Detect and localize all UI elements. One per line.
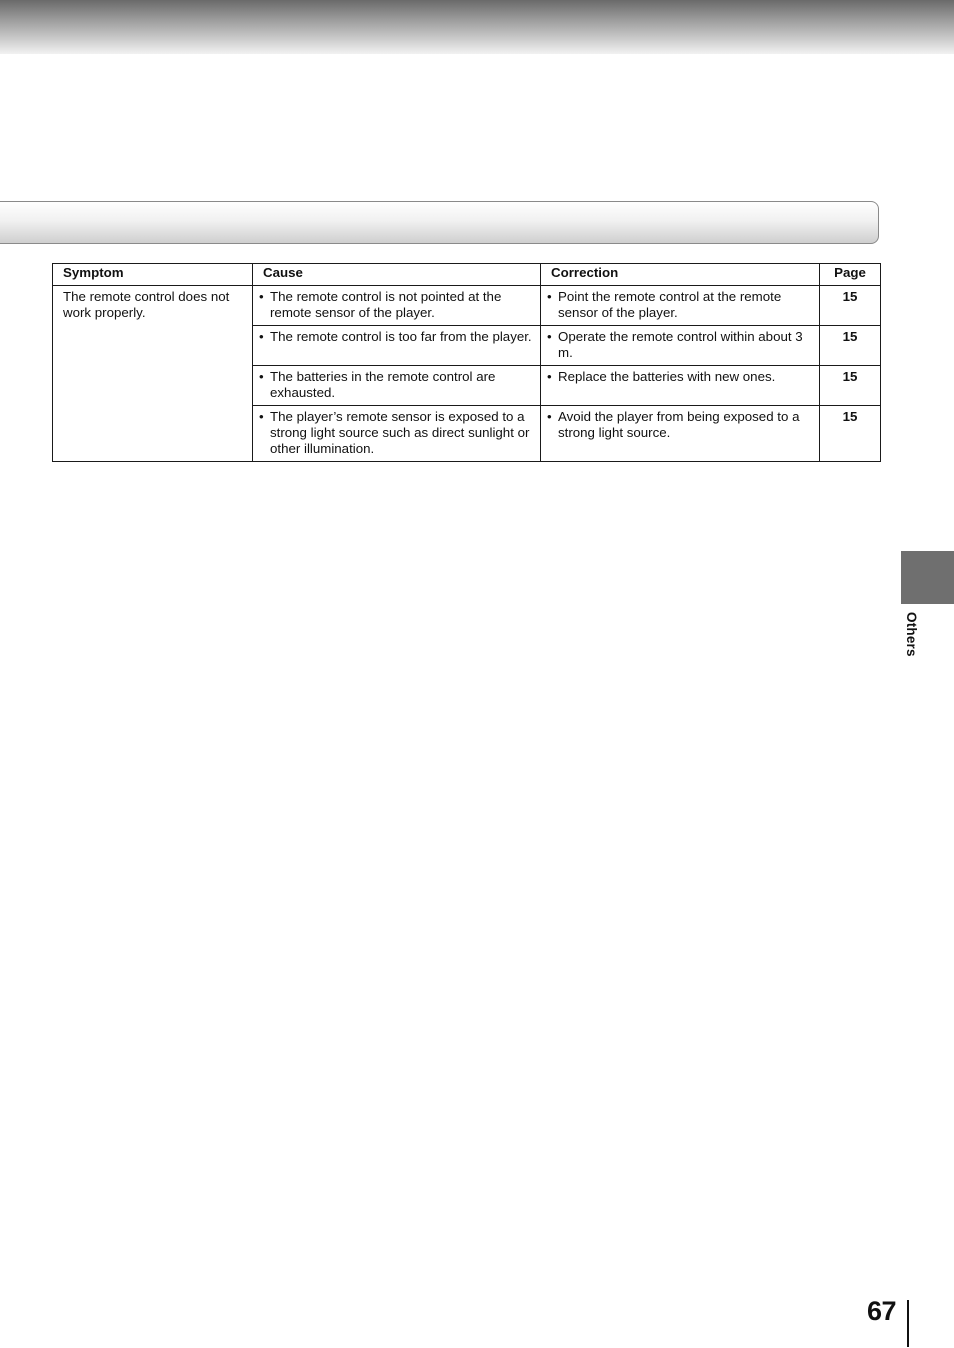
page-ref: 15 <box>820 406 881 462</box>
table-row <box>53 286 881 326</box>
header-page: Page <box>820 264 881 286</box>
correction-cell <box>541 326 820 366</box>
cause-cell <box>253 326 541 366</box>
symptom-cell: The remote control does not work properly. <box>53 286 253 462</box>
page-ref: 15 <box>820 366 881 406</box>
correction-text: Replace the batteries with new ones. <box>558 369 776 384</box>
bullet-mark: • <box>259 289 264 304</box>
bullet-mark: • <box>547 329 552 344</box>
header-band <box>0 0 954 54</box>
header-cause: Cause <box>253 264 541 286</box>
troubleshooting-table <box>52 263 881 462</box>
table-header-row <box>53 264 881 286</box>
section-title-bar <box>0 201 879 244</box>
cause-cell <box>253 286 541 326</box>
bullet-mark: • <box>259 409 264 424</box>
side-tab-marker <box>901 551 954 604</box>
correction-text: Point the remote control at the remote sensor of the player. <box>558 289 782 320</box>
correction-text: Operate the remote control within about 3 m. <box>558 329 803 360</box>
cause-text: The remote control is not pointed at the remote sensor of the player. <box>270 289 502 320</box>
bullet-mark: • <box>547 369 552 384</box>
bullet-mark: • <box>547 289 552 304</box>
troubleshooting-table-container <box>52 263 880 462</box>
cause-text: The batteries in the remote control are exhausted. <box>270 369 496 400</box>
header-symptom: Symptom <box>53 264 253 286</box>
page-ref: 15 <box>820 326 881 366</box>
correction-cell <box>541 406 820 462</box>
page-ref: 15 <box>820 286 881 326</box>
bullet-mark: • <box>259 329 264 344</box>
cause-cell <box>253 406 541 462</box>
cause-text: The remote control is too far from the player. <box>270 329 532 344</box>
side-tab-label: Others <box>904 612 919 657</box>
cause-cell <box>253 366 541 406</box>
bullet-mark: • <box>547 409 552 424</box>
correction-cell <box>541 366 820 406</box>
header-correction: Correction <box>541 264 820 286</box>
correction-text: Avoid the player from being exposed to a strong light source. <box>558 409 800 440</box>
bullet-mark: • <box>259 369 264 384</box>
page-number: 67 <box>867 1296 897 1326</box>
cause-text: The player’s remote sensor is exposed to a strong light source such as direct sunlight or other illumination. <box>270 409 530 456</box>
page-number-rule <box>907 1300 909 1347</box>
correction-cell <box>541 286 820 326</box>
